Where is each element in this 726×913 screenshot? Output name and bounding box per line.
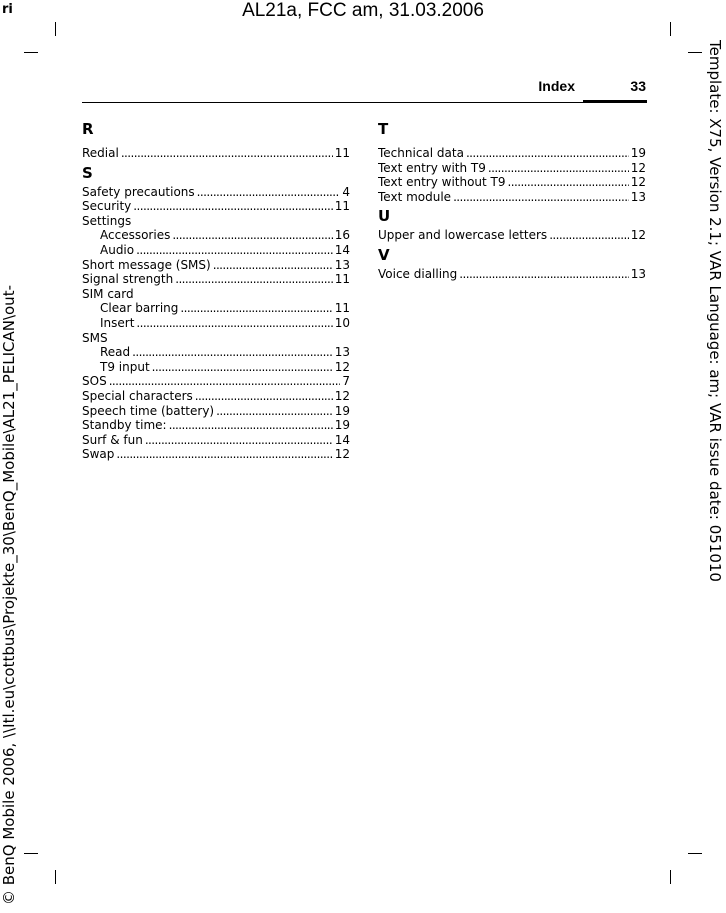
index-subentry[interactable]: Accessories . . . 16 <box>82 228 350 243</box>
index-subentry[interactable]: T9 input . . . 12 <box>82 360 350 375</box>
index-entry[interactable]: Security . . . 11 <box>82 199 350 214</box>
crop-mark <box>688 853 702 854</box>
index-entry[interactable]: Swap . . . 12 <box>82 447 350 462</box>
index-letter: U <box>378 207 391 226</box>
index-subentry[interactable]: Clear barring . . . 11 <box>82 301 350 316</box>
index-column-left <box>82 118 350 462</box>
index-letter: S <box>82 163 93 182</box>
index-entry[interactable]: Text module . . . 13 <box>378 190 646 205</box>
page-number: 33 <box>630 78 646 94</box>
index-group-heading: SIM card <box>82 286 134 301</box>
index-entry[interactable]: Signal strength . . . 11 <box>82 272 350 287</box>
index-column-right <box>378 118 646 282</box>
index-entry[interactable]: Voice dialling . . . 13 <box>378 267 646 282</box>
index-subentry[interactable]: Audio . . . 14 <box>82 243 350 258</box>
header-rule <box>82 102 647 103</box>
index-entry[interactable]: Special characters . . . 12 <box>82 389 350 404</box>
index-group-heading: SMS <box>82 330 108 345</box>
index-entry[interactable]: Redial . . . 11 <box>82 146 350 161</box>
index-group-heading: Settings <box>82 213 132 228</box>
header-rule-accent <box>583 100 647 103</box>
corner-label: ri <box>2 2 13 17</box>
index-entry[interactable]: Technical data . . . 19 <box>378 146 646 161</box>
template-info: Template: X75, Version 2.1; VAR Language: am; VAR issue date: 051010 <box>706 40 724 582</box>
index-entry[interactable]: Upper and lowercase letters . . . 12 <box>378 228 646 243</box>
crop-mark <box>670 22 671 36</box>
index-letter: V <box>378 245 390 264</box>
crop-mark <box>24 52 38 53</box>
crop-mark <box>55 22 56 36</box>
print-job-title: AL21a, FCC am, 31.03.2006 <box>242 0 484 21</box>
copyright-path: © BenQ Mobile 2006, \\Itl.eu\cottbus\Projekte_30\BenQ_Mobile\AL21_PELICAN\out- <box>0 285 18 905</box>
index-entry[interactable]: SOS . . . 7 <box>82 374 350 389</box>
crop-mark <box>24 853 38 854</box>
index-letter: R <box>82 120 94 138</box>
section-title: Index <box>538 78 575 94</box>
index-entry[interactable]: Speech time (battery) . . . 19 <box>82 404 350 419</box>
index-entry[interactable]: Text entry without T9 . . . 12 <box>378 175 646 190</box>
crop-mark <box>670 870 671 884</box>
index-letter: T <box>378 120 389 138</box>
index-subentry[interactable]: Read . . . 13 <box>82 345 350 360</box>
index-entry[interactable]: Surf & fun . . . 14 <box>82 433 350 448</box>
index-entry[interactable]: Text entry with T9 . . . 12 <box>378 161 646 176</box>
index-subentry[interactable]: Insert . . . 10 <box>82 316 350 331</box>
index-entry[interactable]: Safety precautions . . . 4 <box>82 185 350 200</box>
index-entry[interactable]: Short message (SMS) . . . 13 <box>82 258 350 273</box>
crop-mark <box>688 52 702 53</box>
index-entry[interactable]: Standby time: . . . 19 <box>82 418 350 433</box>
crop-mark <box>55 870 56 884</box>
